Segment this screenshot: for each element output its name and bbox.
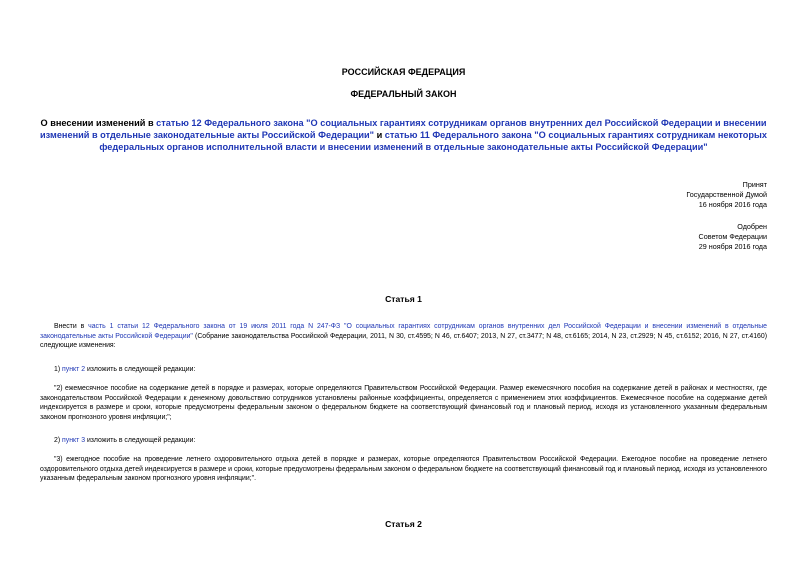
adopted-line-2: Государственной Думой [686,190,767,199]
item-1-link[interactable]: пункт 2 [62,366,86,373]
country-heading: РОССИЙСКАЯ ФЕДЕРАЦИЯ [341,67,466,77]
approved-block [567,222,767,252]
article-1-heading: Статья 1 [385,294,422,304]
item-2 [40,436,767,446]
item-1 [40,365,767,375]
item-1-quote: "2) ежемесячное пособие на содержание детей в порядке и размерах, которые определяются Правительством Российской Федерации. Размер ежемесячного пособия на содержание детей в районах и местностях, где законодательством Российской Федерации к денежному довольствию сотрудников установлены районные коэффициенты, определяется с применением этих коэффициентов. Ежемесячное пособие на содержание детей индексируется в размере и сроки, которые предусмотрены федеральным законом о федеральном бюджете на соответствующий финансовый год и плановый период, исходя из установленного указанным федеральным законом прогнозного уровня инфляции;"; [40,385,767,421]
item-2-number: 2) [54,437,63,444]
item-2-link[interactable]: пункт 3 [62,437,86,444]
intro-link[interactable]: часть 1 статьи 12 Федерального закона от 19 июля 2011 года N 247-ФЗ "О социальных гарантиях сотрудникам органов внутренних дел Российской Федерации и внесении изменений в отдельные законодательные акты Российской Федерации" [40,323,767,340]
approved-line-2: Советом Федерации [698,232,767,241]
item-1-text: изложить в следующей редакции: [85,366,196,373]
item-2-text: изложить в следующей редакции: [85,437,196,444]
law-type-heading: ФЕДЕРАЛЬНЫЙ ЗАКОН [350,89,457,99]
intro-prefix: Внести в [54,323,89,330]
approved-line-3: 29 ноября 2016 года [698,242,767,251]
article-2-heading: Статья 2 [385,519,422,529]
intro-suffix: (Собрание законодательства Российской Федерации, 2011, N 30, ст.4595; N 46, ст.6407; 2013, N 27, ст.3477; N 48, ст.6165; 2014, N 23, ст.2929; N 45, ст.6152; 2016, N 27, ст.4160) следующие изменения: [40,332,767,350]
title-middle: и [374,130,385,140]
adopted-line-3: 16 ноября 2016 года [698,200,767,209]
adopted-block [567,180,767,210]
item-2-quote: "3) ежегодное пособие на проведение летнего оздоровительного отдыха детей в порядке и размерах, которые определяются Правительством Российской Федерации. Ежегодное пособие на проведение летнего оздоровительного отдыха детей индексируется в размере и сроки, которые предусмотрены федеральным законом о федеральном бюджете на соответствующий финансовый год и плановый период, исходя из установленного указанным федеральным законом прогнозного уровня инфляции;". [40,456,767,483]
approved-line-1: Одобрен [737,222,767,231]
law-title [40,117,767,153]
title-prefix: О внесении изменений в [40,118,157,128]
item-1-number: 1) [54,366,63,373]
title-link-article-12[interactable]: статью 12 Федерального закона "О социальных гарантиях сотрудникам органов внутренних дел Российской Федерации и внесении изменений в отдельные законодательные акты Российской Федерации" [40,118,767,140]
adopted-line-1: Принят [742,180,767,189]
article-1-intro [40,322,767,351]
title-link-article-11[interactable]: статью 11 Федерального закона "О социальных гарантиях сотрудникам некоторых федеральных органов исполнительной власти и внесении изменений в отдельные законодательные акты Российской Федерации" [99,130,767,152]
